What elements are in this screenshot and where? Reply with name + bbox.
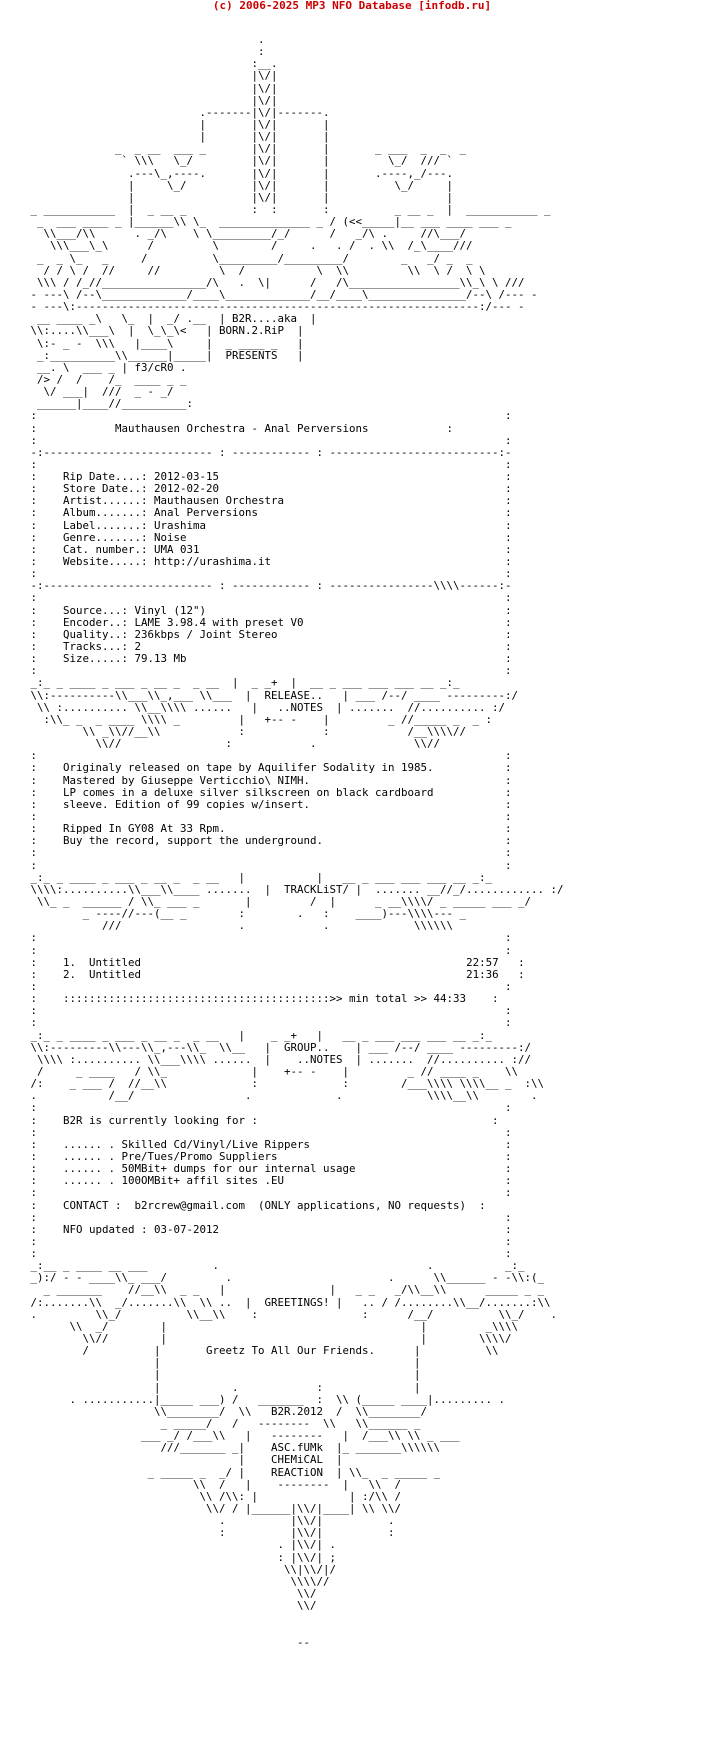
track-time: 21:36 xyxy=(466,967,499,981)
nfo-updated-date: 03-07-2012 xyxy=(154,1222,220,1236)
section-group-notes-2: ..NOTES xyxy=(297,1052,343,1066)
tech-info-row: : Size.....: 79.13 Mb : xyxy=(24,652,512,666)
release-info-row: : Album.......: Anal Perversions : xyxy=(24,506,512,520)
release-info-row: : Store Date..: 2012-02-20 : xyxy=(24,482,512,496)
section-release-notes-2: ..NOTES xyxy=(277,700,324,714)
tech-info-label: Encoder.. xyxy=(63,615,122,629)
credits-left: __ ____ _\ \_ | _/ .__ | B2R....aka | \\:....\\___\ | \_\_\< | BORN.2.RiP | \:- _ - \\\ |____\ | _ ____ _ | _:__________\\______|_____| PRESENTS | xyxy=(30,312,317,362)
release-info-label: Artist...... xyxy=(63,494,142,508)
release-notes-line: Originaly released on tape by Aquilifer Sodality in 1985. xyxy=(63,761,434,775)
release-notes-line: sleeve. Edition of 99 copies w/insert. xyxy=(63,797,311,811)
release-info-row: : Label.......: Urashima : xyxy=(24,518,512,532)
track-title: Untitled xyxy=(89,967,142,981)
release-info-label: Label....... xyxy=(63,518,142,532)
tech-info-list xyxy=(24,604,512,666)
tech-info-label: Quality.. xyxy=(63,627,122,641)
release-info-value: Anal Perversions xyxy=(154,506,259,520)
release-info-row: : Cat. number.: UMA 031 : xyxy=(24,542,512,556)
footer-asc-2: CHEMiCAL xyxy=(271,1453,324,1467)
release-info-value: UMA 031 xyxy=(154,542,200,556)
release-info-row: : Artist......: Mauthausen Orchestra : xyxy=(24,494,512,508)
track-row: : 2. Untitled 21:36 : xyxy=(24,967,525,981)
release-info-label: Store Date.. xyxy=(63,482,142,496)
release-notes-line: Ripped In GY08 At 33 Rpm. xyxy=(63,822,226,836)
tech-info-label: Size..... xyxy=(63,652,122,666)
release-info-value: Noise xyxy=(154,530,187,544)
tech-info-label: Tracks... xyxy=(63,640,122,654)
release-info-value: 2012-02-20 xyxy=(154,482,220,496)
section-tracklist: TRACKLiST xyxy=(284,882,343,896)
release-info-label: Album....... xyxy=(63,506,142,520)
tech-info-row: : Encoder..: LAME 3.98.4 with preset V0 : xyxy=(24,615,512,629)
release-notes-line: Buy the record, support the underground. xyxy=(63,834,324,848)
looking-for-title: B2R is currently looking for : xyxy=(63,1113,259,1127)
tech-info-label: Source... xyxy=(63,603,122,617)
section-greetings: GREETINGS! xyxy=(264,1295,330,1309)
release-info-value: 2012-03-15 xyxy=(154,470,220,484)
tech-info-value: 2 xyxy=(134,640,142,654)
footer-asc-3: REACTiON xyxy=(271,1465,324,1479)
nfo-updated-label: NFO updated : xyxy=(63,1222,148,1236)
site-banner: (c) 2006-2025 MP3 NFO Database [infodb.ru] xyxy=(212,0,492,12)
looking-for-line: ...... . Skilled Cd/Vinyl/Live Rippers xyxy=(63,1137,311,1151)
looking-for-line: ...... . 100OMBit+ affil sites .EU xyxy=(63,1174,285,1188)
looking-for-list: : ...... . Skilled Cd/Vinyl/Live Rippers : : ...... . Pre/Tues/Promo Suppliers : : ...... . 50MBit+ dumps for our internal usage : : ...... . 100OMBit+ affil sites .EU : xyxy=(24,1137,512,1188)
tech-info-row: : Source...: Vinyl (12") : xyxy=(24,603,512,617)
release-info-value: Urashima xyxy=(154,518,207,532)
release-notes-line: LP comes in a deluxe silver silkscreen on black cardboard xyxy=(63,785,434,799)
track-time: 22:57 xyxy=(466,955,499,969)
tech-info-value: Vinyl (12") xyxy=(134,603,207,617)
looking-for-line: ...... . Pre/Tues/Promo Suppliers xyxy=(63,1149,278,1163)
track-number: 1. xyxy=(63,955,77,969)
release-info-value: Mauthausen Orchestra xyxy=(154,494,285,508)
track-row: : 1. Untitled 22:57 : xyxy=(24,955,525,969)
tech-info-row: : Tracks...: 2 : xyxy=(24,640,512,654)
header-art: . : :__. |\/| |\/| |\/| .-------|\/|-------. | |\/| | | |\/| | _ _ __ ___ _ |\/| | _ ___ _ _ _ ` \\\ \_/ |\/| | \_/ /// ` .---\_,----. |\/| | .----,_/---. | \_/ |\/| | \_/ | | |\/| | | _ ___________ | _ __ _ : : : _ __ _ | ___________ _ _ ___ ____ _ |______\\ \_ ______________ _ / (<<_____|__ ___ ____ ___ _ \\___/\\ . _/\ \ \_________/_/ / _/\ . //\___/ \\\___\_\ / \ / . . / . \\ /_\____/// _ _ \_ _ / \_________/_________/ _ _/ _ _ / / \ / // // \ / \ \\ \\ \ / \ \ \\\ / /_//________________/\ . \| / /\_________________\\_\ \ /// - ---\ /--\_____________/____\_____________/__/____\_______________/--\ /--- - - ---\:--------------------------------------------------------------:/--- - xyxy=(30,34,551,314)
credits-right: __. \ ___ _ | f3/cR0 . /> / / /_ ____ _ _ \/ ___| /// _ - _/ ______|____//__________: xyxy=(37,360,194,411)
contact-label: CONTACT : xyxy=(63,1198,122,1212)
release-info-label: Genre....... xyxy=(63,530,142,544)
footer-end: -- xyxy=(297,1635,311,1649)
release-info-label: Website..... xyxy=(63,555,142,569)
section-group-notes-1: GROUP.. xyxy=(284,1040,330,1054)
tech-info-value: 79.13 Mb xyxy=(134,652,187,666)
contact-email[interactable]: b2rcrew@gmail.com (ONLY applications, NO requests) xyxy=(134,1198,467,1212)
track-title: Untitled xyxy=(89,955,142,969)
footer-asc-1: ASC.fUMk xyxy=(271,1441,324,1455)
footer-b2r: B2R.2012 xyxy=(271,1404,324,1418)
release-info-list xyxy=(24,470,512,568)
release-info-value[interactable]: http://urashima.it xyxy=(154,555,272,569)
release-notes-line: Mastered by Giuseppe Verticchio\ NIMH. xyxy=(63,773,311,787)
release-info-row: : Genre.......: Noise : xyxy=(24,530,512,544)
release-title: Mauthausen Orchestra - Anal Perversions xyxy=(115,421,369,435)
release-info-row: : Website.....: http://urashima.it : xyxy=(24,555,512,569)
release-info-label: Rip Date.... xyxy=(63,470,142,484)
track-number: 2. xyxy=(63,967,77,981)
tracklist xyxy=(24,956,525,981)
release-info-label: Cat. number. xyxy=(63,542,142,556)
release-info-row: : Rip Date....: 2012-03-15 : xyxy=(24,470,512,484)
section-release-notes-1: RELEASE.. xyxy=(264,688,324,702)
looking-for-line: ...... . 50MBit+ dumps for our internal usage xyxy=(63,1162,356,1176)
greetz-text: Greetz To All Our Friends. xyxy=(206,1344,376,1358)
tech-info-value: 236kbps / Joint Stereo xyxy=(134,627,278,641)
tech-info-row: : Quality..: 236kbps / Joint Stereo : xyxy=(24,627,512,641)
total-time: :::::::::::::::::::::::::::::::::::::::::>> min total >> 44:33 xyxy=(63,992,467,1006)
nfo-document: . : :__. |\/| |\/| |\/| .-------|\/|-------. | |\/| | | |\/| | _ _ __ ___ _ |\/| | _ ___ _ _ _ ` \\\ \_/ |\/| | \_/ /// ` .---\_,----. |\/| | .----,_/---. | \_/ |\/| | \_/ | | |\/| | | _ ___________ | _ __ _ : : : _ __ _ | ___________ _ _ ___ ____ _ |______\\ \_ ______________ _ / (<<_____|__ ___ ____ ___ _ \\___/\\ . _/\ \ \_________/_/ / _/\ . //\___/ \\\___\_\ / \ / . . / . \\ /_\____/// _ _ \_ _ / \_________/_________/ _ _/ _ _ / / \ / // // \ / \ \\ \\ \ / \ \ \\\ / /_//________________/\ . \| / /\_________________\\_\ \ /// - ---\ /--\_____________/____\_____________/__/____\_______________/--\ /--- - - ---\:--------------------------------------------------------------:/--- - __ ____ _\ \_ | _/ .__ | B2R....aka | \\:....\\___\ | \_\_\< | BORN.2.RiP | \:- _ - \\\ |____\ | _ ____ _ | _:__________\\______|_____| PRESENTS | __. \ ___ _ | f3/cR0 . /> / / /_ ____ _ _ \/ ___| /// _ - _/ ______|____//__________: : : : Mauthausen Orchestra - Anal Perversions : : : -:-------------------------- : ------------ : --------------------------:- : : : Rip Date....: 2012-03-15 : : Store Date..: 2012-02-20 : : Artist......: Mauthausen Orchestra : : Album.......: Anal Perversions : : Label.......: Urashima : : Genre.......: Noise : : Cat. number.: UMA 031 : : Website.....: http://urashima.it : : : -:-------------------------- : ------------ : ----------------\\\\------:- : : : Source...: Vinyl (12") : : Encoder..: LAME 3.98.4 with preset V0 : : Quality..: 236kbps / Joint Stereo : : Tracks...: 2 : : Size.....: 79.13 Mb : : : _:_ _ ____ _ ___ _ __ _ _ __ | _ _+ | __ _ ___ ___ ___ __ _:_ \\:----------\\___\\_,___ \\___ | RELEASE.. | ___ /--/ ____ ---------:/ \\ :.......... \\__\\\\ ...... | ..NOTES | ....... //.......... :/ :\\_ _ _ ____ \\\\ _ | +-- - | _ //_____ _ _ : \\ _\\//__\\ : : /__\\\\// \\// : . \\// : : : Originaly released on tape by Aquilifer Sodality in 1985. : : Mastered by Giuseppe Verticchio\ NIMH. : : LP comes in a deluxe silver silkscreen on black cardboard : : sleeve. Edition of 99 copies w/insert. : : : : Ripped In GY08 At 33 Rpm. : : Buy the record, support the underground. : : : : : _:_ _ ____ _ ___ _ __ _ _ __ | | __ _ ___ ___ ___ __ _:_ \\\\:..........\\___\\____ ....... | TRACKLiST/ | ....... __//_/............ :/ \\_ _ ______ / \\_ ___ _ | / | _ __\\\\/ _ _____ ___ _/ _ ----//---(__ _ : . : ____)---\\\\--- _ /// . . \\\\\\ : : : : : 1. Untitled 22:57 : : 2. Untitled 21:36 : : : : :::::::::::::::::::::::::::::::::::::::::>> min total >> 44:33 : : : : : _:_ _ ____ _ ___ _ __ _ _ __ | _ _+ | __ _ ___ ___ ___ __ _:_ \\:---------\\---\\_,---\\_ \\__ | GROUP.. | ___ /--/ ____ ---------:/ \\\\ :.......... \\___\\\\ ...... | ..NOTES | ....... //.......... :// / _ ____ / \\_ | +-- - | _ // ____ _ \\ /: _ ___ / //__\\ : : /___\\\\ \\\\__ _ :\\ . /__/ . . \\\\__\\ . : : : B2R is currently looking for : : : : : ...... . Skilled Cd/Vinyl/Live Rippers : : ...... . Pre/Tues/Promo Suppliers : : ...... . 50MBit+ dumps for our internal usage : : ...... . 100OMBit+ affil sites .EU : : : : CONTACT : b2rcrew@gmail.com (ONLY applications, NO requests) : : : : NFO updated : 03-07-2012 : : : : : _:__ _ ____ __ ___ . . _:_ _):/ - - ____\\_ ___/ . . \\______ - -\\:(_ _ _______ //__\\ _ _ | | _ _ _/\\__\\ _____ _ _ /:.......\\ _/.......\\ \\ .. | GREETINGS! | .. / /........\\__/.......:\\ . \\_/ \\__\\ : : /__/ \\_/ . \\ _/ | | _\\\\ \\// | | \\\\/ / | Greetz To All Our Friends. | \\ | | | | | . : | . ...........|_____ ___) / _______ : \\ (_____ ____|......... . \\________/ \\ B2R.2012 / \\________/ _ _____/ / -------- \\ \\______ _ ___ _/ /___\\ | -------- | /___\\ \\ _ ___ ///_______ _| ASC.fUMk |_ _______\\\\\\ | CHEMiCAL | _ _____ _ _/ | REACTiON | \\_ _ _____ _ \\ / | -------- | \\ / \\ /\\: | | :/\\ / \\/ / |______|\\/|____| \\ \\/ . |\\/| . : |\\/| : . |\\/| . : |\\/| ; \\|\\/|/ \\\\// \\/ \\/ -- xyxy=(24,34,564,1649)
tech-info-value: LAME 3.98.4 with preset V0 xyxy=(134,615,304,629)
release-notes-list: : Originaly released on tape by Aquilifer Sodality in 1985. : : Mastered by Giuseppe Verticchio\ NIMH. : : LP comes in a deluxe silver silkscreen on black cardboard : : sleeve. Edition of 99 copies w/insert. : : : : Ripped In GY08 At 33 Rpm. : : Buy the record, support the underground. : xyxy=(24,761,512,848)
